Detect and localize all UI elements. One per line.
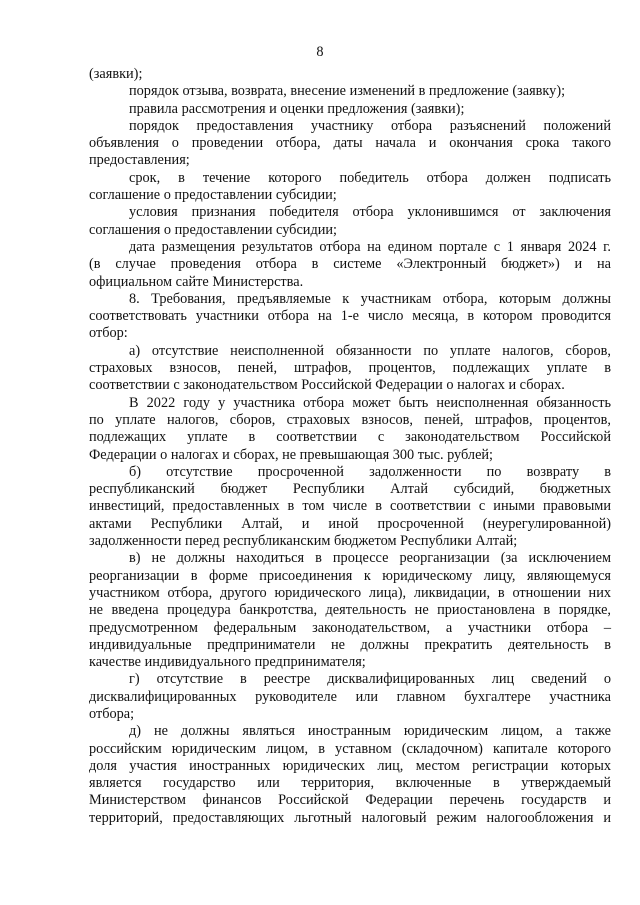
text-line: порядок предоставления участнику отбора разъяснений положений (129, 117, 611, 134)
text-line: официальном сайте Министерства. (89, 273, 304, 290)
text-line: порядок отзыва, возврата, внесение изменений в предложение (заявку); (129, 83, 566, 100)
text-line: является государство или территория, включенные в утверждаемый (89, 775, 611, 792)
text-line: Федерации о налогах и сборах, не превышающая 300 тыс. рублей; (89, 446, 494, 463)
text-line: страховых взносов, пеней, штрафов, процентов, подлежащих уплате в (89, 360, 611, 377)
text-line: правила рассмотрения и оценки предложения (заявки); (129, 100, 465, 117)
text-line: реорганизации в форме присоединения к юридическому лицу, являющемуся (89, 567, 611, 584)
text-line: срок, в течение которого победитель отбора должен подписать (129, 169, 611, 186)
text-line: объявления о проведении отбора, даты начала и окончания срока такого (89, 135, 611, 152)
text-line: соглашения о предоставлении субсидии; (89, 221, 337, 238)
text-line: (заявки); (89, 66, 143, 82)
page-number: 8 (316, 44, 324, 60)
text-line: соответствовать участники отбора на 1-е число месяца, в котором проводится (89, 308, 611, 325)
text-line: а) отсутствие неисполненной обязанности по уплате налогов, сборов, (129, 342, 611, 359)
text-line: предусмотренном федеральным законодательством, а участники отбора – (89, 619, 611, 636)
text-line: по уплате налогов, сборов, страховых взносов, пеней, штрафов, процентов, (89, 411, 611, 428)
text-line: не введена процедура банкротства, деятельность не приостановлена в порядке, (89, 602, 611, 619)
text-line: соглашение о предоставлении субсидии; (89, 187, 337, 204)
text-line: качестве индивидуального предпринимателя; (89, 654, 366, 671)
text-line: 8. Требования, предъявляемые к участникам отбора, которым должны (129, 290, 611, 307)
text-line: (в случае проведения отбора в системе «Электронный бюджет») и на (89, 256, 611, 273)
text-line: в) не должны находиться в процессе реорганизации (за исключением (129, 550, 611, 567)
text-line: отбор: (89, 325, 128, 342)
text-line: российским юридическим лицом, в уставном (складочном) капитале которого (89, 740, 611, 757)
document-body (89, 66, 611, 827)
text-line: задолженности перед республиканским бюджетом Республики Алтай; (89, 533, 518, 550)
text-line: отбора; (89, 705, 135, 722)
text-line: г) отсутствие в реестре дисквалифицированных лиц сведений о (129, 671, 611, 688)
text-line: участником отбора, другого юридического лица), ликвидации, в отношении них (89, 584, 611, 601)
text-line: инвестиций, предоставленных в том числе в соответствии с иными правовыми (89, 498, 611, 515)
text-line: б) отсутствие просроченной задолженности по возврату в (129, 463, 611, 480)
text-line: актами Республики Алтай, и иной просроченной (неурегулированной) (89, 515, 611, 532)
text-line: доля участия иностранных юридических лиц, местом регистрации которых (89, 757, 611, 774)
text-line: дисквалифицированных руководителе или главном бухгалтере участника (89, 688, 611, 705)
text-line: соответствии с законодательством Российской Федерации о налогах и сборах. (89, 377, 565, 394)
text-line: дата размещения результатов отбора на едином портале с 1 января 2024 г. (129, 238, 611, 255)
text-line: В 2022 году у участника отбора может быть неисполненная обязанность (129, 394, 611, 411)
text-line: предоставления; (89, 152, 190, 169)
text-line: д) не должны являться иностранным юридическим лицом, а также (129, 723, 611, 740)
text-line: Министерством финансов Российской Федерации перечень государств и (89, 792, 611, 809)
text-line: условия признания победителя отбора уклонившимся от заключения (129, 204, 611, 221)
text-line: территорий, предоставляющих льготный налоговый режим налогообложения и (89, 809, 611, 826)
text-line: подлежащих уплате в соответствии с законодательством Российской (89, 429, 611, 446)
text-line: республиканский бюджет Республики Алтай субсидий, бюджетных (89, 481, 611, 498)
text-line: индивидуальные предприниматели не должны прекратить деятельность в (89, 636, 611, 653)
